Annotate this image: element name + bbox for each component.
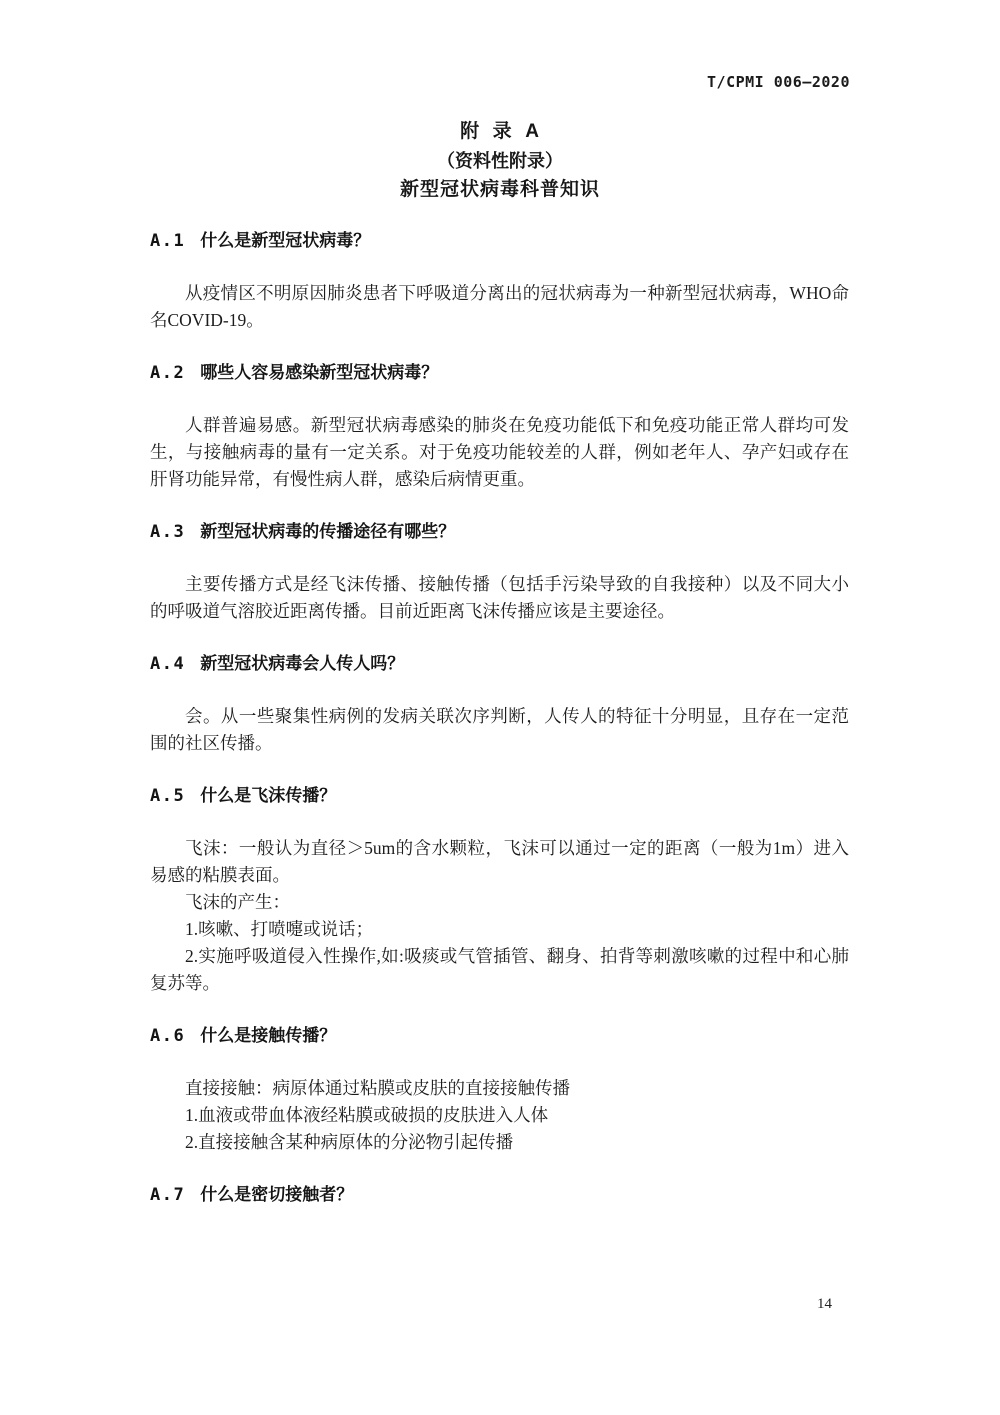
standard-number: T/CPMI 006—2020 bbox=[707, 73, 850, 91]
section-number: A.3 bbox=[150, 522, 186, 542]
section bbox=[150, 519, 849, 625]
section-number: A.5 bbox=[150, 786, 186, 806]
section-paragraph: 飞沫：一般认为直径＞5um的含水颗粒，飞沫可以通过一定的距离（一般为1m）进入易感的粘膜表面。 bbox=[150, 838, 849, 885]
section-heading bbox=[150, 1182, 849, 1208]
section-number: A.2 bbox=[150, 363, 186, 383]
section-paragraph: 人群普遍易感。新型冠状病毒感染的肺炎在免疫功能低下和免疫功能正常人群均可发生，与接触病毒的量有一定关系。对于免疫功能较差的人群，例如老年人、孕产妇或存在肝肾功能异常，有慢性病人群，感染后病情更重。 bbox=[150, 415, 849, 489]
section-heading bbox=[150, 360, 849, 386]
section bbox=[150, 1182, 849, 1208]
section-title: 新型冠状病毒会人传人吗？ bbox=[200, 654, 405, 673]
section bbox=[150, 228, 849, 334]
section-title: 新型冠状病毒的传播途径有哪些？ bbox=[200, 522, 456, 541]
section bbox=[150, 360, 849, 493]
section-paragraph: 直接接触：病原体通过粘膜或皮肤的直接接触传播 bbox=[185, 1078, 570, 1098]
section-number: A.1 bbox=[150, 231, 186, 251]
section-paragraph: 2.实施呼吸道侵入性操作,如:吸痰或气管插管、翻身、拍背等刺激咳嗽的过程中和心肺复苏等。 bbox=[150, 946, 849, 993]
section-title: 什么是密切接触者？ bbox=[200, 1185, 354, 1204]
page-number: 14 bbox=[817, 1296, 832, 1312]
section-title: 什么是飞沫传播？ bbox=[200, 786, 337, 805]
section-title: 什么是接触传播？ bbox=[200, 1026, 337, 1045]
section-title: 什么是新型冠状病毒？ bbox=[200, 231, 371, 250]
appendix-content bbox=[150, 228, 849, 1234]
section bbox=[150, 1023, 849, 1156]
appendix-subtitle: （资料性附录） bbox=[437, 151, 563, 171]
section-paragraph: 会。从一些聚集性病例的发病关联次序判断，人传人的特征十分明显，且存在一定范围的社区传播。 bbox=[150, 706, 849, 753]
section-heading bbox=[150, 228, 849, 254]
section-paragraph: 从疫情区不明原因肺炎患者下呼吸道分离出的冠状病毒为一种新型冠状病毒，WHO命名COVID-19。 bbox=[150, 283, 849, 330]
appendix-topic: 新型冠状病毒科普知识 bbox=[399, 179, 600, 200]
section-paragraph: 1.血液或带血体液经粘膜或破损的皮肤进入人体 bbox=[185, 1105, 549, 1125]
section-heading bbox=[150, 519, 849, 545]
section-paragraph: 1.咳嗽、打喷嚏或说话； bbox=[185, 919, 374, 939]
section bbox=[150, 651, 849, 757]
section-title: 哪些人容易感染新型冠状病毒？ bbox=[200, 363, 439, 382]
section-heading bbox=[150, 651, 849, 677]
section-heading bbox=[150, 783, 849, 809]
section-paragraph: 飞沫的产生： bbox=[185, 892, 290, 912]
appendix-title: 附 录 A bbox=[460, 121, 540, 142]
section bbox=[150, 783, 849, 997]
section-number: A.4 bbox=[150, 654, 186, 674]
section-heading bbox=[150, 1023, 849, 1049]
section-number: A.7 bbox=[150, 1185, 186, 1205]
section-paragraph: 主要传播方式是经飞沫传播、接触传播（包括手污染导致的自我接种）以及不同大小的呼吸道气溶胶近距离传播。目前近距离飞沫传播应该是主要途径。 bbox=[150, 574, 849, 621]
section-number: A.6 bbox=[150, 1026, 186, 1046]
section-paragraph: 2.直接接触含某种病原体的分泌物引起传播 bbox=[185, 1132, 514, 1152]
appendix-title-block bbox=[0, 121, 1000, 201]
